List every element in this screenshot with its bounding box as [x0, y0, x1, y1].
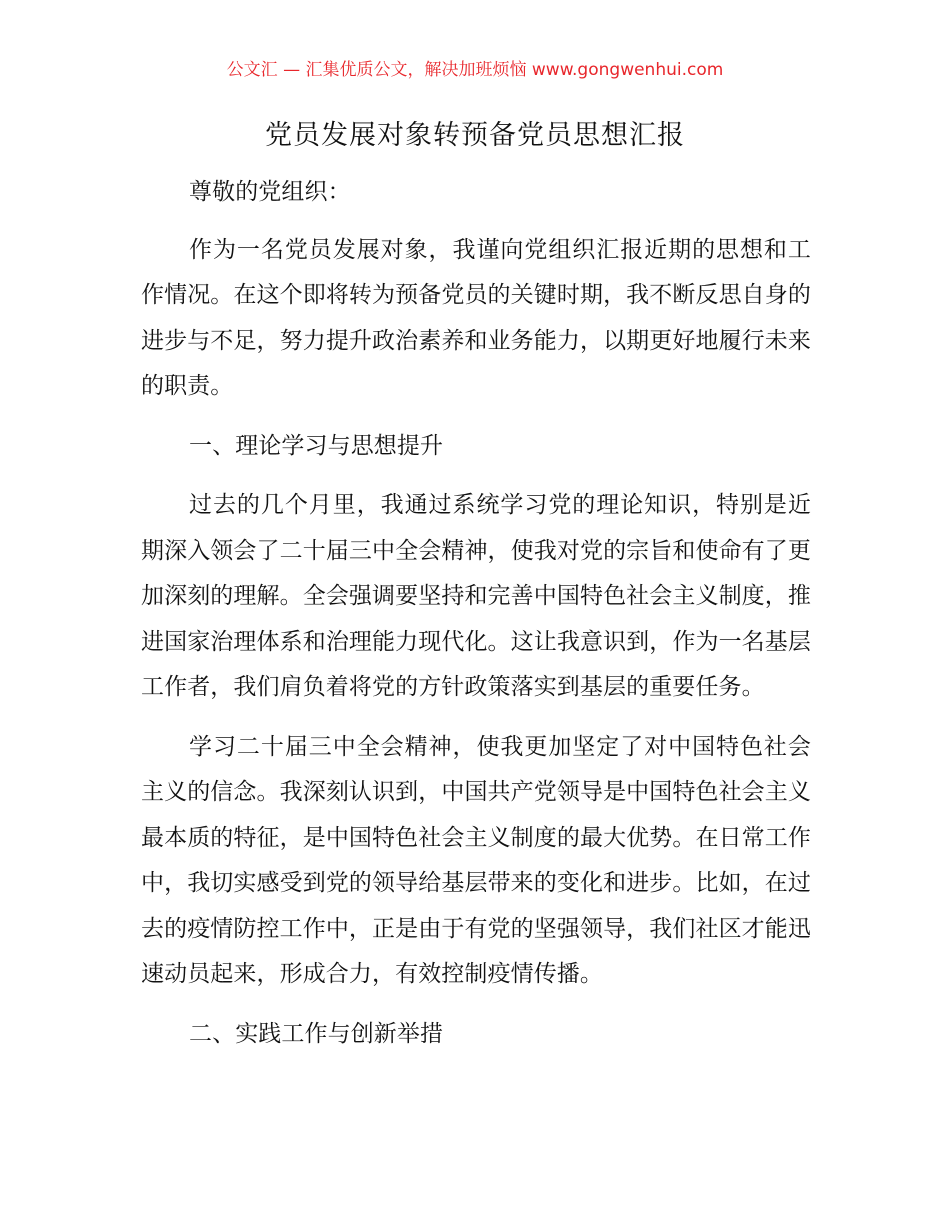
- document-title: 党员发展对象转预备党员思想汇报: [265, 120, 685, 151]
- document-body: [141, 170, 811, 1071]
- paragraph-intro: 作为一名党员发展对象，我谨向党组织汇报近期的思想和工作情况。在这个即将转为预备党员的关键时期，我不断反思自身的进步与不足，努力提升政治素养和业务能力，以期更好地履行未来的职责。: [141, 236, 811, 399]
- section-heading-1: 一、理论学习与思想提升: [189, 432, 444, 459]
- paragraph-theory-study: 过去的几个月里，我通过系统学习党的理论知识，特别是近期深入领会了二十届三中全会精神，使我对党的宗旨和使命有了更加深刻的理解。全会强调要坚持和完善中国特色社会主义制度，推进国家治理体系和治理能力现代化。这让我意识到，作为一名基层工作者，我们肩负着将党的方针政策落实到基层的重要任务。: [141, 492, 811, 700]
- header-banner: 公文汇 — 汇集优质公文，解决加班烦恼 www.gongwenhui.com: [226, 60, 724, 80]
- paragraph-plenum-study: 学习二十届三中全会精神，使我更加坚定了对中国特色社会主义的信念。我深刻认识到，中国共产党领导是中国特色社会主义最本质的特征，是中国特色社会主义制度的最大优势。在日常工作中，我切实感受到党的领导给基层带来的变化和进步。比如，在过去的疫情防控工作中，正是由于有党的坚强领导，我们社区才能迅速动员起来，形成合力，有效控制疫情传播。: [141, 733, 811, 987]
- section-heading-2: 二、实践工作与创新举措: [189, 1020, 444, 1047]
- salutation: 尊敬的党组织：: [189, 179, 351, 205]
